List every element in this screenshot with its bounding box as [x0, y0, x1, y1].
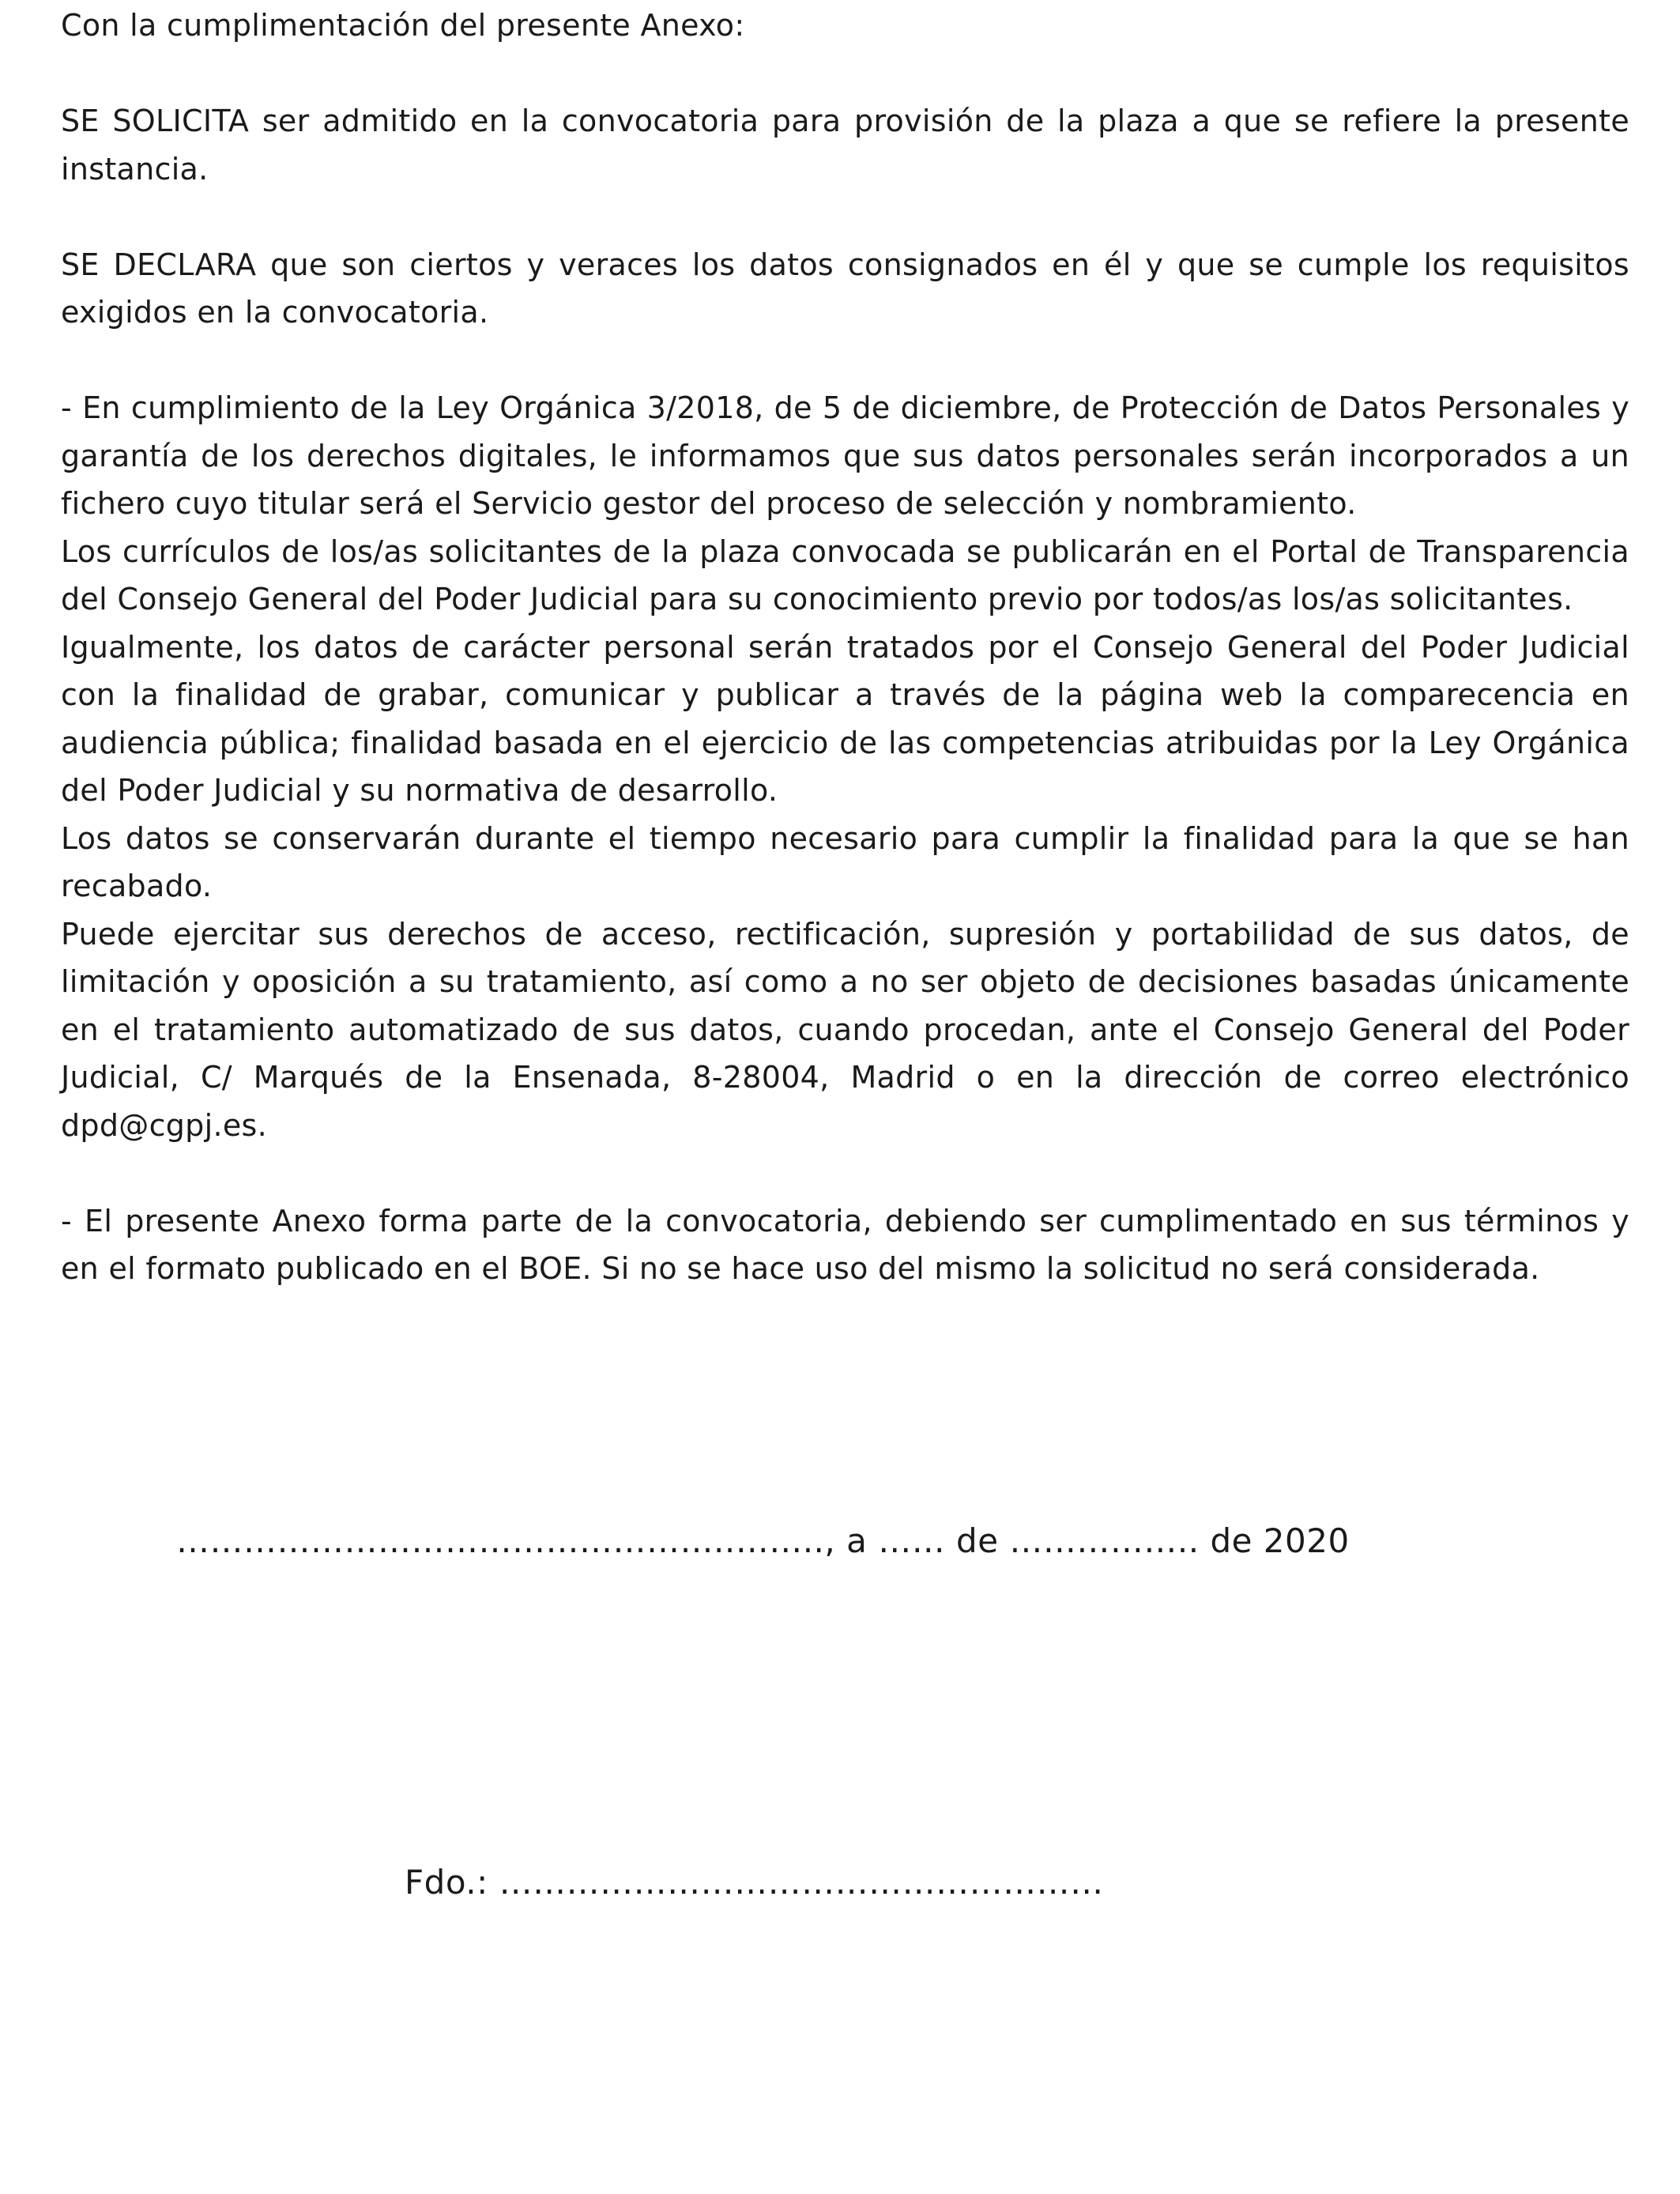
paragraph-gap: [61, 1149, 1629, 1197]
solicita-paragraph: SE SOLICITA ser admitido en la convocatoria para provisión de la plaza a que se refiere la presente instancia.: [61, 104, 1629, 187]
document-body: [61, 2, 1629, 1293]
date-line: …………………………………………..…….., a …… de …………….. de 2020: [176, 1521, 1350, 1560]
declara-paragraph: SE DECLARA que son ciertos y veraces los datos consignados en él y que se cumple los requisitos exigidos en la convocatoria.: [61, 247, 1629, 330]
curriculos-paragraph: Los currículos de los/as solicitantes de la plaza convocada se publicarán en el Portal de Transparencia del Consejo General del Poder Judicial para su conocimiento previo por todos/as los/as solicitantes.: [61, 533, 1629, 616]
ley-paragraph: - En cumplimiento de la Ley Orgánica 3/2018, de 5 de diciembre, de Protección de Datos Personales y garantía de los derechos digitales, le informamos que sus datos personales serán incorporados a un fichero cuyo titular será el Servicio gestor del proceso de selección y nombramiento.: [61, 390, 1629, 521]
signature-line: Fdo.: ………………………………………………: [405, 1863, 1104, 1902]
paragraph-gap: [61, 50, 1629, 98]
intro-paragraph: Con la cumplimentación del presente Anexo:: [61, 8, 745, 43]
formato-paragraph: - El presente Anexo forma parte de la convocatoria, debiendo ser cumplimentado en sus términos y en el formato publicado en el BOE. Si no se hace uso del mismo la solicitud no será considerada.: [61, 1203, 1629, 1286]
igualmente-paragraph: Igualmente, los datos de carácter personal serán tratados por el Consejo General del Poder Judicial con la finalidad de grabar, comunicar y publicar a través de la página web la comparecencia en audiencia pública; finalidad basada en el ejercicio de las competencias atribuidas por la Ley Orgánica del Poder Judicial y su normativa de desarrollo.: [61, 629, 1629, 808]
conservacion-paragraph: Los datos se conservarán durante el tiempo necesario para cumplir la finalidad para la que se han recabado.: [61, 820, 1629, 903]
paragraph-gap: [61, 337, 1629, 385]
paragraph-gap: [61, 193, 1629, 241]
derechos-paragraph: Puede ejercitar sus derechos de acceso, rectificación, supresión y portabilidad de sus datos, de limitación y oposición a su tratamiento, así como a no ser objeto de decisiones basadas únicamente en el tratamiento automatizado de sus datos, cuando procedan, ante el Consejo General del Poder Judicial, C/ Marqués de la Ensenada, 8-28004, Madrid o en la dirección de correo electrónico dpd@cgpj.es.: [61, 916, 1629, 1143]
